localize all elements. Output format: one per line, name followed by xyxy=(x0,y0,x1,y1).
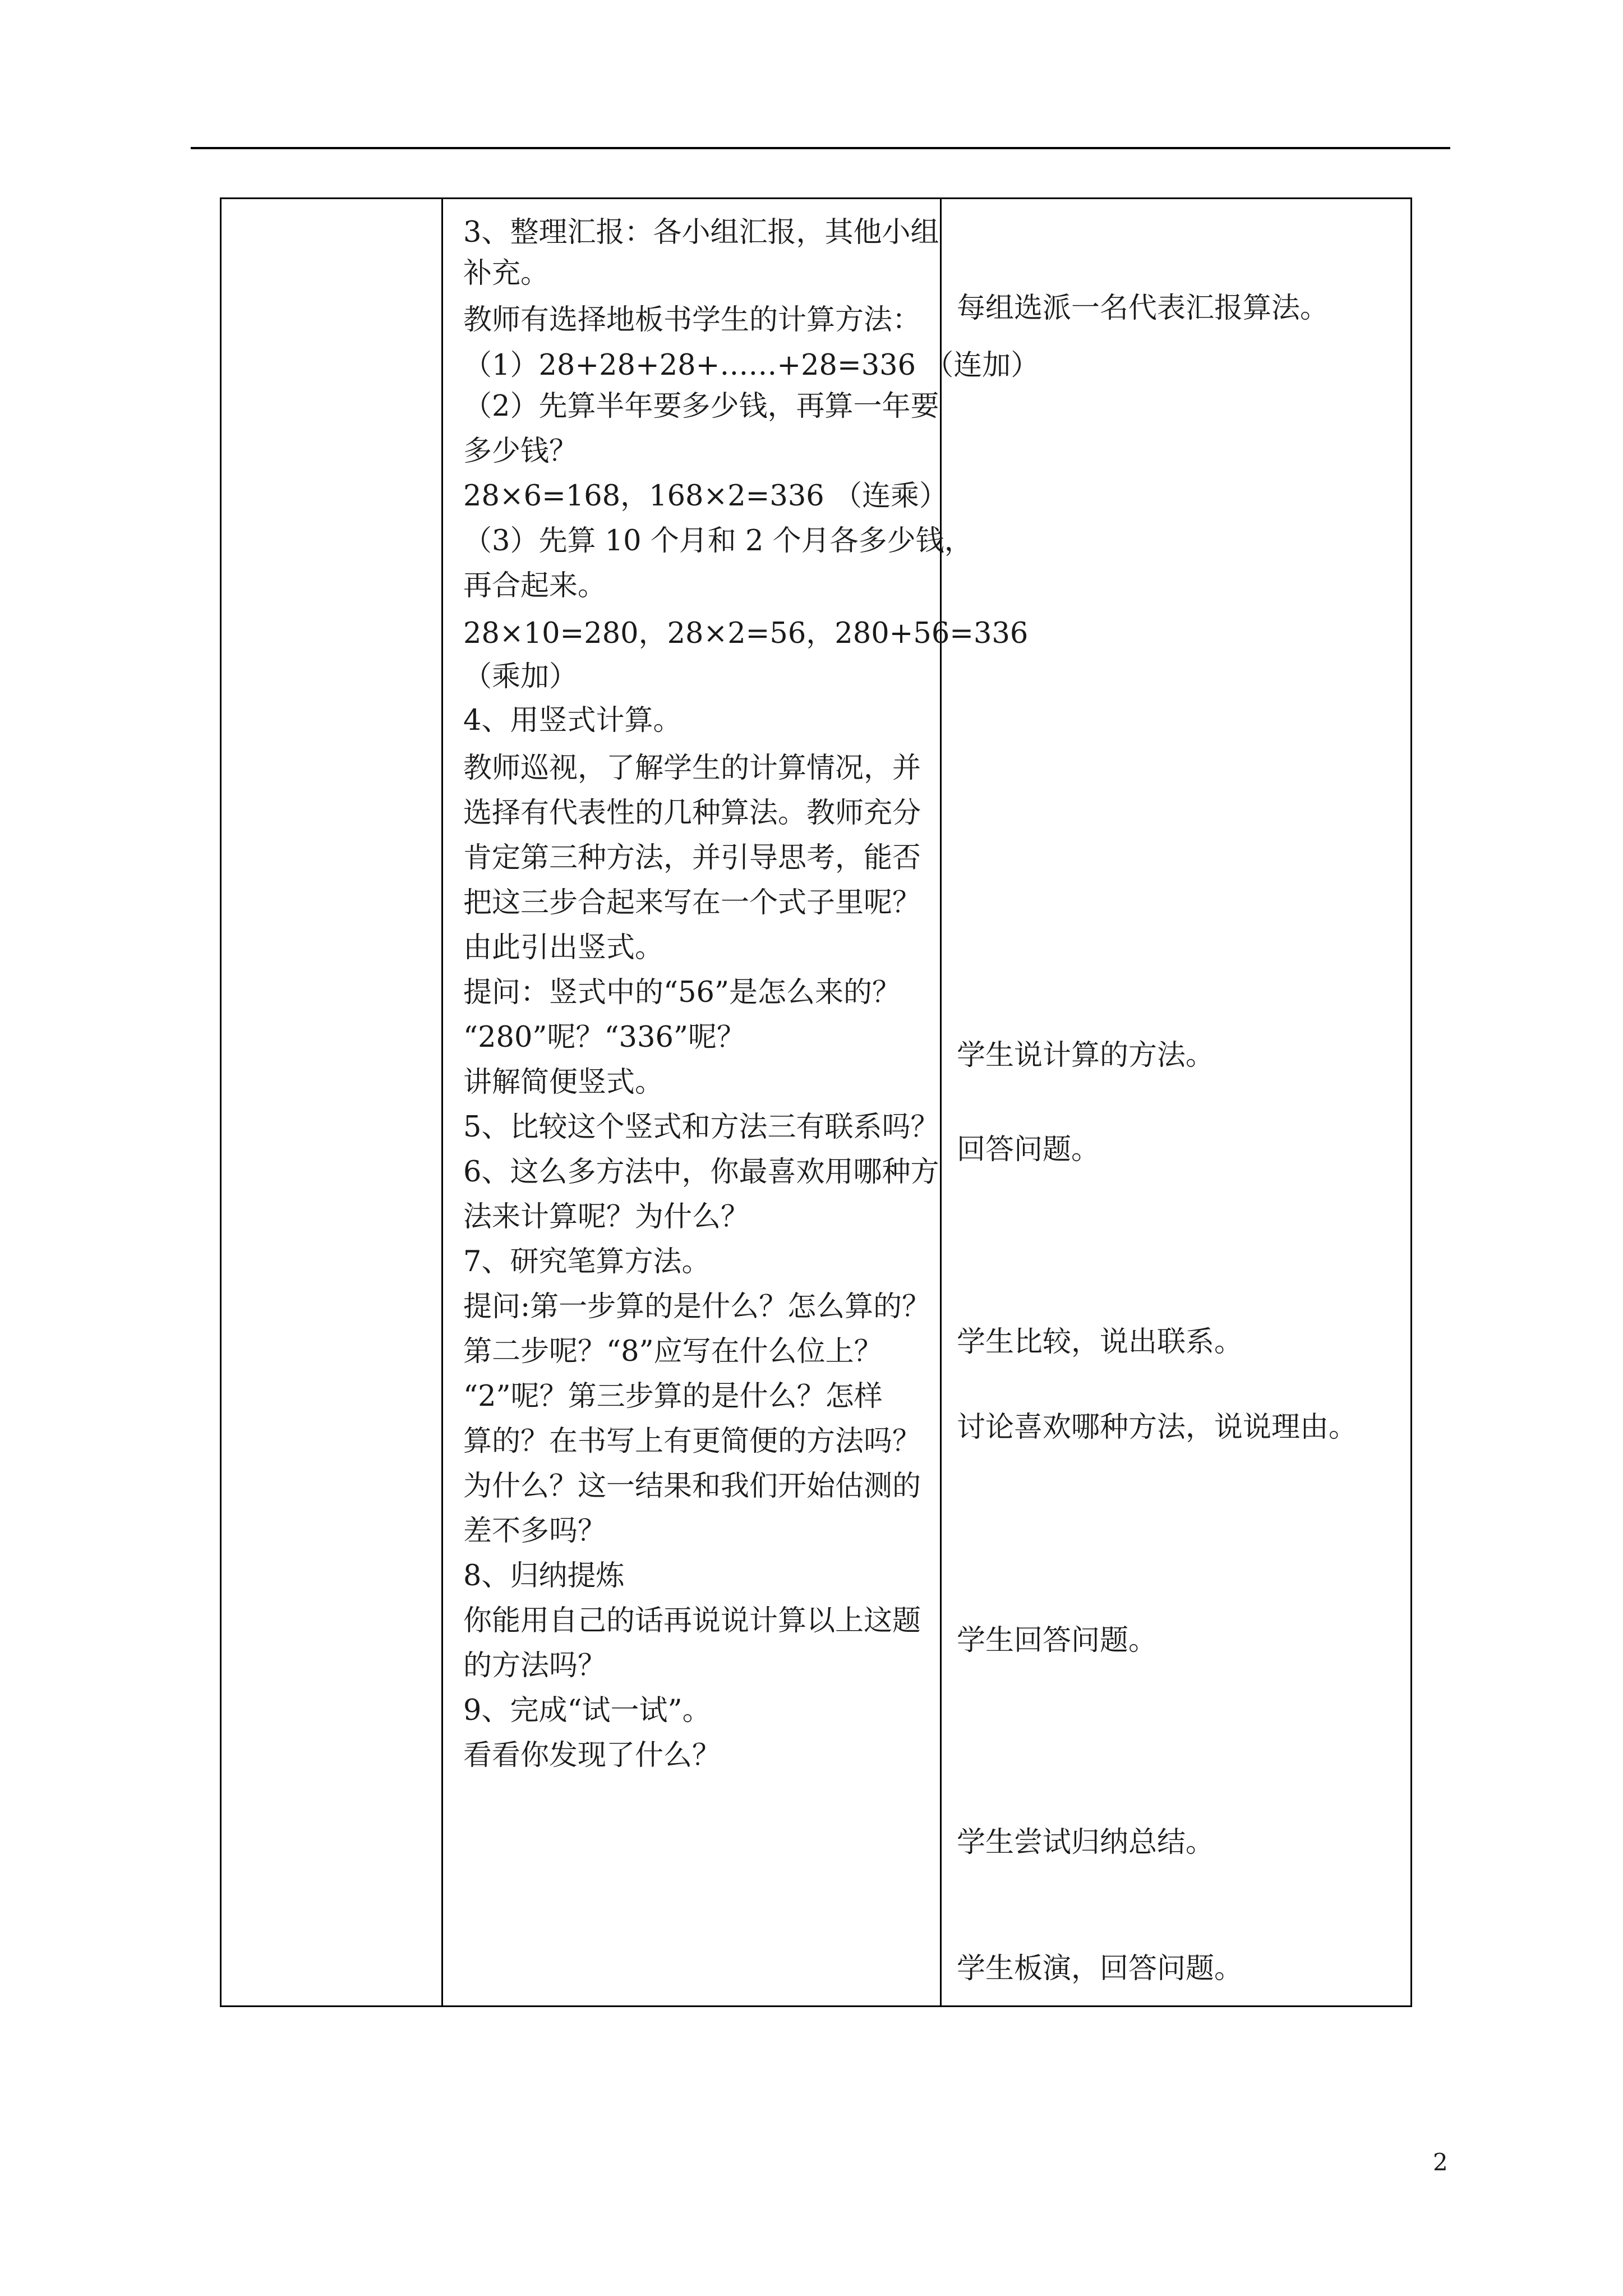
column-divider-1 xyxy=(441,199,443,2005)
student-line: 学生说计算的方法。 xyxy=(957,1039,1215,1072)
teacher-line: 教师巡视，了解学生的计算情况，并 xyxy=(463,752,921,785)
student-line: 学生比较，说出联系。 xyxy=(957,1326,1243,1359)
teacher-line: 3、整理汇报：各小组汇报，其他小组 xyxy=(463,216,939,249)
lesson-table xyxy=(220,197,1412,2007)
student-line: 讨论喜欢哪种方法，说说理由。 xyxy=(957,1411,1358,1444)
teacher-line: 再合起来。 xyxy=(463,569,607,602)
teacher-line: （乘加） xyxy=(463,660,578,693)
teacher-line: 把这三步合起来写在一个式子里呢？ xyxy=(463,886,921,919)
teacher-line: 肯定第三种方法，并引导思考，能否 xyxy=(463,841,921,875)
teacher-line: 为什么？这一结果和我们开始估测的 xyxy=(463,1470,921,1503)
teacher-line: 提问:第一步算的是什么？怎么算的？ xyxy=(463,1290,931,1323)
teacher-line: 教师有选择地板书学生的计算方法： xyxy=(463,303,921,337)
teacher-line: 9、完成“试一试”。 xyxy=(463,1694,711,1727)
teacher-line: 6、这么多方法中，你最喜欢用哪种方 xyxy=(463,1156,939,1189)
teacher-line: 补充。 xyxy=(463,257,550,290)
teacher-line: 差不多吗？ xyxy=(463,1515,607,1548)
student-line: 学生回答问题。 xyxy=(957,1624,1158,1657)
teacher-line: 5、比较这个竖式和方法三有联系吗？ xyxy=(463,1111,939,1144)
page-number: 2 xyxy=(1433,2148,1448,2176)
teacher-line: 4、用竖式计算。 xyxy=(463,704,682,737)
teacher-line: 28×6=168，168×2=336 （连乘） xyxy=(463,480,948,513)
student-activity-column xyxy=(942,199,1414,2005)
teacher-line: 7、研究笔算方法。 xyxy=(463,1245,711,1278)
student-line: 学生尝试归纳总结。 xyxy=(957,1826,1215,1859)
header-rule xyxy=(191,147,1450,149)
teacher-line: 8、归纳提炼 xyxy=(463,1559,625,1593)
teacher-line: （3）先算 10 个月和 2 个月各多少钱， xyxy=(463,524,973,558)
teacher-line: 你能用自己的话再说说计算以上这题 xyxy=(463,1604,921,1637)
student-line: 回答问题。 xyxy=(957,1133,1100,1166)
teacher-line: 讲解简便竖式。 xyxy=(463,1066,664,1099)
teacher-line: 由此引出竖式。 xyxy=(463,931,664,964)
empty-first-column xyxy=(222,199,441,2005)
teacher-line: 看看你发现了什么？ xyxy=(463,1739,721,1772)
student-line: 每组选派一名代表汇报算法。 xyxy=(957,292,1329,325)
teacher-line: 第二步呢？“8”应写在什么位上？ xyxy=(463,1335,883,1368)
teacher-line: 法来计算呢？为什么？ xyxy=(463,1200,750,1234)
teacher-line: 提问：竖式中的“56”是怎么来的？ xyxy=(463,976,901,1009)
teacher-line: 多少钱？ xyxy=(463,435,578,468)
student-line: 学生板演，回答问题。 xyxy=(957,1952,1243,1985)
teacher-line: “280”呢？“336”呢？ xyxy=(463,1021,745,1054)
teacher-line: （1）28+28+28+……+28=336 （连加） xyxy=(463,349,1040,382)
teacher-line: 28×10=280，28×2=56，280+56=336 xyxy=(463,617,1029,650)
teacher-line: 的方法吗？ xyxy=(463,1649,607,1682)
teacher-line: （2）先算半年要多少钱，再算一年要 xyxy=(463,390,939,423)
teacher-line: “2”呢？第三步算的是什么？怎样 xyxy=(463,1380,883,1413)
teacher-line: 选择有代表性的几种算法。教师充分 xyxy=(463,797,921,830)
teacher-line: 算的？在书写上有更简便的方法吗？ xyxy=(463,1425,921,1458)
